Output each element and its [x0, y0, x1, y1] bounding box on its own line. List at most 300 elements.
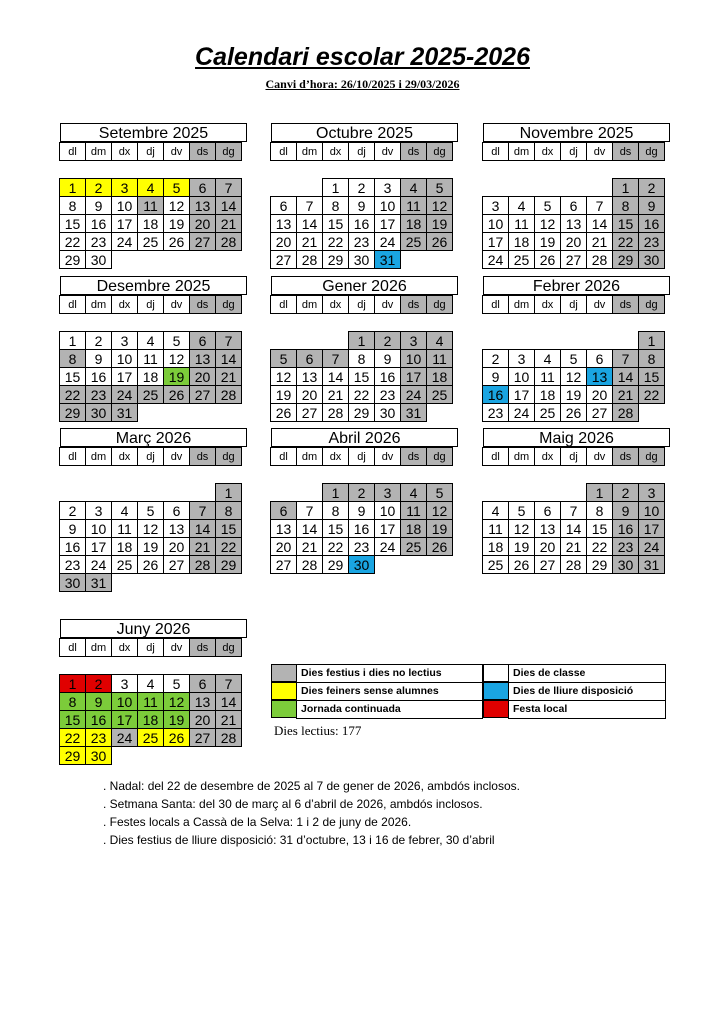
month-title: Desembre 2025	[60, 276, 247, 295]
empty-cell	[111, 573, 138, 592]
empty-cell	[426, 403, 453, 422]
day-cell: 16	[638, 214, 665, 233]
school-days-count: Dies lectius: 177	[274, 723, 362, 738]
month-grid	[60, 448, 247, 592]
day-cell: 22	[59, 728, 86, 747]
day-cell: 10	[400, 349, 427, 368]
month-title: Juny 2026	[60, 619, 247, 638]
month-calendar	[271, 123, 458, 269]
empty-cell	[270, 331, 297, 350]
note-item: . Nadal: del 22 de desembre de 2025 al 7 de gener de 2026, ambdós inclosos.	[103, 779, 520, 793]
day-cell: 31	[400, 403, 427, 422]
month-calendar	[483, 123, 670, 269]
day-cell: 8	[322, 196, 349, 215]
day-cell: 4	[508, 196, 535, 215]
day-cell: 2	[348, 483, 375, 502]
day-cell: 13	[189, 349, 216, 368]
day-cell: 10	[374, 196, 401, 215]
empty-cell	[111, 483, 138, 502]
weekday-header: dm	[508, 447, 535, 466]
weekday-header: ds	[612, 447, 639, 466]
weekday-header: dj	[348, 142, 375, 161]
day-cell: 20	[270, 232, 297, 251]
day-cell: 21	[612, 385, 639, 404]
day-cell: 8	[348, 349, 375, 368]
weekday-header: dv	[163, 295, 190, 314]
day-cell: 2	[59, 501, 86, 520]
day-cell: 27	[560, 250, 587, 269]
day-cell: 18	[482, 537, 509, 556]
legend-label-cont: Jornada continuada	[296, 700, 483, 719]
weekday-header: ds	[189, 447, 216, 466]
weekday-header: dg	[426, 142, 453, 161]
weekday-header: dv	[586, 447, 613, 466]
day-cell: 20	[534, 537, 561, 556]
weekday-header: dv	[163, 447, 190, 466]
day-cell: 22	[322, 232, 349, 251]
day-cell: 11	[534, 367, 561, 386]
day-cell: 19	[534, 232, 561, 251]
weekday-header: dl	[59, 142, 86, 161]
weekday-header: dv	[374, 142, 401, 161]
day-cell: 17	[508, 385, 535, 404]
day-cell: 13	[189, 692, 216, 711]
day-cell: 16	[85, 214, 112, 233]
weekday-header: dj	[137, 142, 164, 161]
day-cell: 24	[111, 728, 138, 747]
empty-cell	[111, 250, 138, 269]
month-calendar	[60, 428, 247, 592]
day-cell: 16	[374, 367, 401, 386]
weekday-header: dm	[508, 142, 535, 161]
day-cell: 4	[400, 483, 427, 502]
weekday-header: dg	[638, 295, 665, 314]
empty-cell	[586, 331, 613, 350]
empty-cell	[296, 178, 323, 197]
day-cell: 28	[189, 555, 216, 574]
day-cell: 20	[586, 385, 613, 404]
day-cell: 10	[111, 692, 138, 711]
day-cell: 3	[508, 349, 535, 368]
day-cell: 28	[215, 232, 242, 251]
day-cell: 12	[426, 501, 453, 520]
day-cell: 26	[426, 537, 453, 556]
month-calendar	[271, 276, 458, 422]
weekday-header: dg	[215, 638, 242, 657]
legend-swatch-cont	[271, 700, 297, 718]
weekday-header: dv	[163, 142, 190, 161]
day-cell: 11	[137, 692, 164, 711]
day-cell: 1	[322, 178, 349, 197]
day-cell: 17	[400, 367, 427, 386]
empty-cell	[296, 331, 323, 350]
day-cell: 1	[59, 331, 86, 350]
empty-cell	[534, 483, 561, 502]
day-cell: 14	[296, 519, 323, 538]
weekday-header: dj	[137, 638, 164, 657]
empty-cell	[560, 178, 587, 197]
month-title: Octubre 2025	[271, 123, 458, 142]
day-cell: 10	[111, 349, 138, 368]
note-item: . Dies festius de lliure disposició: 31 d’octubre, 13 i 16 de febrer, 30 d’abril	[103, 833, 495, 847]
day-cell: 16	[482, 385, 509, 404]
weekday-header: dj	[560, 142, 587, 161]
day-cell: 1	[638, 331, 665, 350]
day-cell: 14	[215, 196, 242, 215]
day-cell: 15	[322, 214, 349, 233]
day-cell: 10	[374, 501, 401, 520]
spacer	[60, 657, 242, 668]
weekday-header: dl	[59, 295, 86, 314]
empty-cell	[137, 250, 164, 269]
spacer	[483, 466, 665, 477]
empty-cell	[137, 746, 164, 765]
empty-cell	[189, 483, 216, 502]
note-item: . Festes locals a Cassà de la Selva: 1 i 2 de juny de 2026.	[103, 815, 412, 829]
day-cell: 23	[482, 403, 509, 422]
day-cell: 18	[137, 710, 164, 729]
weekday-header: dl	[270, 447, 297, 466]
month-title: Novembre 2025	[483, 123, 670, 142]
weekday-header: dg	[638, 142, 665, 161]
day-cell: 2	[638, 178, 665, 197]
day-cell: 25	[137, 385, 164, 404]
empty-cell	[508, 331, 535, 350]
day-cell: 14	[586, 214, 613, 233]
empty-cell	[296, 483, 323, 502]
empty-cell	[270, 178, 297, 197]
day-cell: 26	[534, 250, 561, 269]
empty-cell	[426, 250, 453, 269]
month-grid	[60, 639, 247, 765]
weekday-header: dj	[348, 447, 375, 466]
day-cell: 29	[612, 250, 639, 269]
month-title: Gener 2026	[271, 276, 458, 295]
day-cell: 15	[586, 519, 613, 538]
empty-cell	[137, 483, 164, 502]
day-cell: 22	[322, 537, 349, 556]
day-cell: 18	[137, 367, 164, 386]
day-cell: 2	[348, 178, 375, 197]
day-cell: 27	[270, 555, 297, 574]
day-cell: 4	[534, 349, 561, 368]
month-calendar	[60, 123, 247, 269]
day-cell: 8	[638, 349, 665, 368]
month-title: Abril 2026	[271, 428, 458, 447]
weekday-header: dg	[426, 447, 453, 466]
weekday-header: dx	[111, 142, 138, 161]
day-cell: 13	[270, 214, 297, 233]
day-cell: 30	[348, 250, 375, 269]
empty-cell	[215, 250, 242, 269]
day-cell: 31	[111, 403, 138, 422]
day-cell: 9	[612, 501, 639, 520]
weekday-header: dl	[59, 447, 86, 466]
day-cell: 6	[189, 178, 216, 197]
day-cell: 5	[426, 483, 453, 502]
day-cell: 31	[85, 573, 112, 592]
weekday-header: dx	[111, 295, 138, 314]
day-cell: 7	[586, 196, 613, 215]
weekday-header: ds	[612, 142, 639, 161]
day-cell: 13	[586, 367, 613, 386]
weekday-header: dg	[638, 447, 665, 466]
day-cell: 19	[137, 537, 164, 556]
day-cell: 1	[586, 483, 613, 502]
day-cell: 13	[163, 519, 190, 538]
day-cell: 23	[85, 232, 112, 251]
note-item: . Setmana Santa: del 30 de març al 6 d’abril de 2026, ambdós inclosos.	[103, 797, 483, 811]
weekday-header: dx	[111, 447, 138, 466]
month-title: Setembre 2025	[60, 123, 247, 142]
weekday-header: dm	[296, 142, 323, 161]
spacer	[483, 161, 665, 172]
empty-cell	[560, 483, 587, 502]
weekday-header: ds	[189, 295, 216, 314]
day-cell: 27	[534, 555, 561, 574]
day-cell: 1	[215, 483, 242, 502]
day-cell: 9	[59, 519, 86, 538]
day-cell: 1	[348, 331, 375, 350]
weekday-header: ds	[189, 638, 216, 657]
day-cell: 9	[348, 501, 375, 520]
day-cell: 25	[400, 537, 427, 556]
weekday-header: ds	[400, 447, 427, 466]
weekday-header: dv	[586, 295, 613, 314]
empty-cell	[508, 483, 535, 502]
legend-swatch-holiday	[271, 664, 297, 682]
spacer	[483, 314, 665, 325]
weekday-header: dj	[560, 295, 587, 314]
day-cell: 7	[215, 178, 242, 197]
day-cell: 24	[85, 555, 112, 574]
day-cell: 22	[59, 232, 86, 251]
weekday-header: dx	[322, 295, 349, 314]
day-cell: 23	[612, 537, 639, 556]
day-cell: 17	[482, 232, 509, 251]
weekday-header: dx	[534, 295, 561, 314]
day-cell: 6	[189, 331, 216, 350]
day-cell: 5	[163, 674, 190, 693]
day-cell: 28	[296, 555, 323, 574]
day-cell: 22	[348, 385, 375, 404]
day-cell: 21	[586, 232, 613, 251]
day-cell: 18	[111, 537, 138, 556]
day-cell: 27	[296, 403, 323, 422]
weekday-header: dl	[270, 142, 297, 161]
weekday-header: dg	[426, 295, 453, 314]
month-calendar	[60, 619, 247, 765]
day-cell: 27	[189, 385, 216, 404]
weekday-header: ds	[612, 295, 639, 314]
day-cell: 21	[560, 537, 587, 556]
day-cell: 2	[85, 674, 112, 693]
spacer	[271, 466, 453, 477]
day-cell: 3	[111, 178, 138, 197]
day-cell: 24	[508, 403, 535, 422]
empty-cell	[612, 331, 639, 350]
weekday-header: dx	[322, 447, 349, 466]
day-cell: 1	[59, 674, 86, 693]
day-cell: 26	[163, 385, 190, 404]
empty-cell	[270, 483, 297, 502]
month-grid	[483, 296, 670, 422]
day-cell: 5	[534, 196, 561, 215]
day-cell: 6	[189, 674, 216, 693]
day-cell: 18	[400, 519, 427, 538]
day-cell: 8	[322, 501, 349, 520]
empty-cell	[215, 573, 242, 592]
day-cell: 27	[270, 250, 297, 269]
day-cell: 2	[374, 331, 401, 350]
day-cell: 28	[322, 403, 349, 422]
day-cell: 6	[586, 349, 613, 368]
empty-cell	[560, 331, 587, 350]
day-cell: 7	[296, 501, 323, 520]
day-cell: 23	[638, 232, 665, 251]
day-cell: 5	[426, 178, 453, 197]
month-calendar	[60, 276, 247, 422]
weekday-header: ds	[400, 295, 427, 314]
day-cell: 30	[638, 250, 665, 269]
page-title: Calendari escolar 2025-2026	[195, 43, 530, 71]
day-cell: 23	[374, 385, 401, 404]
day-cell: 14	[296, 214, 323, 233]
day-cell: 29	[322, 555, 349, 574]
weekday-header: dj	[137, 295, 164, 314]
day-cell: 22	[59, 385, 86, 404]
day-cell: 29	[59, 403, 86, 422]
day-cell: 24	[374, 232, 401, 251]
month-grid	[60, 296, 247, 422]
day-cell: 28	[560, 555, 587, 574]
day-cell: 4	[426, 331, 453, 350]
day-cell: 8	[612, 196, 639, 215]
day-cell: 4	[137, 331, 164, 350]
day-cell: 19	[426, 519, 453, 538]
day-cell: 30	[348, 555, 375, 574]
month-grid	[271, 143, 458, 269]
day-cell: 12	[163, 196, 190, 215]
empty-cell	[163, 573, 190, 592]
day-cell: 13	[534, 519, 561, 538]
empty-cell	[163, 250, 190, 269]
weekday-header: dm	[508, 295, 535, 314]
day-cell: 9	[638, 196, 665, 215]
weekday-header: dm	[296, 447, 323, 466]
day-cell: 10	[638, 501, 665, 520]
day-cell: 6	[560, 196, 587, 215]
day-cell: 16	[348, 214, 375, 233]
day-cell: 16	[85, 710, 112, 729]
day-cell: 16	[85, 367, 112, 386]
day-cell: 19	[163, 710, 190, 729]
day-cell: 28	[215, 385, 242, 404]
weekday-header: dl	[482, 295, 509, 314]
day-cell: 23	[348, 537, 375, 556]
day-cell: 12	[163, 349, 190, 368]
month-title: Febrer 2026	[483, 276, 670, 295]
day-cell: 1	[612, 178, 639, 197]
day-cell: 24	[374, 537, 401, 556]
month-calendar	[483, 428, 670, 574]
weekday-header: ds	[189, 142, 216, 161]
empty-cell	[508, 178, 535, 197]
empty-cell	[534, 331, 561, 350]
day-cell: 26	[163, 728, 190, 747]
day-cell: 15	[322, 519, 349, 538]
day-cell: 8	[215, 501, 242, 520]
day-cell: 2	[612, 483, 639, 502]
month-grid	[483, 143, 670, 269]
day-cell: 4	[137, 674, 164, 693]
month-grid	[483, 448, 670, 574]
weekday-header: dm	[85, 447, 112, 466]
day-cell: 2	[85, 331, 112, 350]
legend-label-local: Festa local	[508, 700, 666, 719]
day-cell: 1	[59, 178, 86, 197]
day-cell: 9	[85, 349, 112, 368]
day-cell: 11	[137, 349, 164, 368]
day-cell: 26	[137, 555, 164, 574]
day-cell: 10	[482, 214, 509, 233]
day-cell: 7	[215, 674, 242, 693]
empty-cell	[400, 555, 427, 574]
legend-row	[271, 683, 666, 701]
empty-cell	[215, 746, 242, 765]
day-cell: 27	[189, 728, 216, 747]
day-cell: 3	[111, 331, 138, 350]
day-cell: 8	[59, 692, 86, 711]
day-cell: 17	[111, 214, 138, 233]
legend-swatch-class	[483, 664, 509, 682]
empty-cell	[137, 573, 164, 592]
spacer	[271, 314, 453, 325]
weekday-header: dl	[482, 447, 509, 466]
weekday-header: dj	[137, 447, 164, 466]
day-cell: 30	[85, 250, 112, 269]
day-cell: 11	[508, 214, 535, 233]
day-cell: 16	[612, 519, 639, 538]
day-cell: 7	[612, 349, 639, 368]
day-cell: 21	[215, 214, 242, 233]
legend-label-holiday: Dies festius i dies no lectius	[296, 664, 483, 683]
weekday-header: dj	[348, 295, 375, 314]
day-cell: 21	[215, 710, 242, 729]
weekday-header: dx	[534, 447, 561, 466]
month-grid	[60, 143, 247, 269]
day-cell: 3	[638, 483, 665, 502]
day-cell: 7	[560, 501, 587, 520]
legend-swatch-nostudent	[271, 682, 297, 700]
weekday-header: dl	[270, 295, 297, 314]
day-cell: 17	[638, 519, 665, 538]
day-cell: 15	[638, 367, 665, 386]
day-cell: 21	[189, 537, 216, 556]
day-cell: 3	[374, 178, 401, 197]
day-cell: 28	[296, 250, 323, 269]
day-cell: 13	[189, 196, 216, 215]
day-cell: 1	[322, 483, 349, 502]
month-grid	[271, 296, 458, 422]
day-cell: 6	[534, 501, 561, 520]
day-cell: 20	[189, 710, 216, 729]
day-cell: 23	[348, 232, 375, 251]
day-cell: 16	[59, 537, 86, 556]
day-cell: 3	[374, 483, 401, 502]
day-cell: 9	[85, 692, 112, 711]
day-cell: 18	[426, 367, 453, 386]
